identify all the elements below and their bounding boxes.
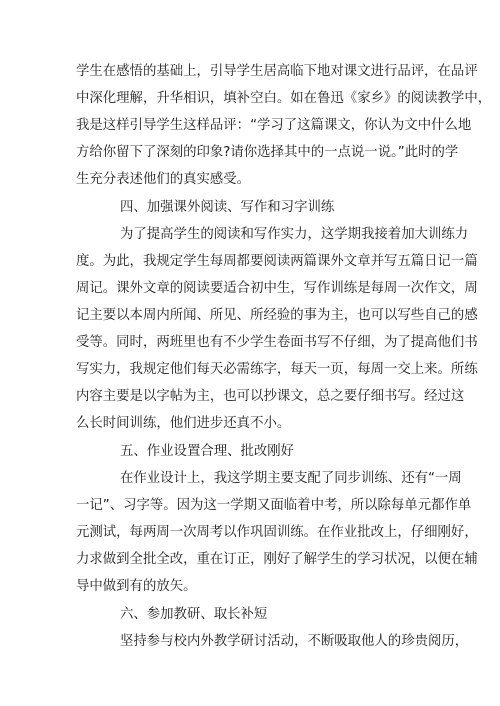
body-line: 力求做到全批全改，重在订正，刚好了解学生的学习状况，以便在辅 xyxy=(76,552,478,567)
paragraph-first-line: 坚持参与校内外教学研讨活动，不断吸取他人的珍贵阅历， xyxy=(120,634,469,649)
body-line: 受等。同时，两班里也有不少学生卷面书写不仔细，为了提高他们书 xyxy=(76,335,478,350)
body-line: 么长时间训练，他们进步还真不小。 xyxy=(76,416,291,431)
body-line: 写实力，我规定他们每天必需练字，每天一页，每周一交上来。所练 xyxy=(76,362,478,377)
body-line: 学生在感悟的基础上，引导学生居高临下地对课文进行品评，在品评 xyxy=(76,64,478,79)
section-heading-4: 四、加强课外阅读、写作和习字训练 xyxy=(120,200,335,215)
section-heading-5: 五、作业设置合理、批改刚好 xyxy=(120,444,295,459)
body-line: 度。为此，我规定学生每周都要阅读两篇课外文章并写五篇日记一篇 xyxy=(76,254,478,269)
body-line: 周记。课外文章的阅读要适合初中生，写作训练是每周一次作文，周 xyxy=(76,281,478,296)
section-heading-6: 六、参加教研、取长补短 xyxy=(120,607,268,622)
body-line: 一记”、习字等。因为这一学期又面临着中考，所以除每单元都作单 xyxy=(76,498,472,513)
paragraph-first-line: 在作业设计上，我这学期主要支配了同步训练、还有“一周 xyxy=(120,471,462,486)
body-line: 我是这样引导学生这样品评：“学习了这篇课文，你认为文中什么地 xyxy=(76,118,472,133)
body-line: 生充分表述他们的真实感受。 xyxy=(76,172,251,187)
body-line: 导中做到有的放矢。 xyxy=(76,579,197,594)
body-line: 方给你留下了深刻的印象?请你选择其中的一点说一说。”此时的学 xyxy=(76,145,459,160)
body-line: 元测试，每两周一次周考以作巩固训练。在作业批改上，仔细刚好， xyxy=(76,525,478,540)
body-line: 记主要以本周内所闻、所见、所经验的事为主，也可以写些自己的感 xyxy=(76,308,478,323)
body-line: 中深化理解，升华相识，填补空白。如在鲁迅《家乡》的阅读教学中， xyxy=(76,91,492,106)
body-line: 内容主要是以字帖为主，也可以抄课文，总之要仔细书写。经过这 xyxy=(76,389,465,404)
paragraph-first-line: 为了提高学生的阅读和写作实力，这学期我接着加大训练力 xyxy=(120,227,469,242)
